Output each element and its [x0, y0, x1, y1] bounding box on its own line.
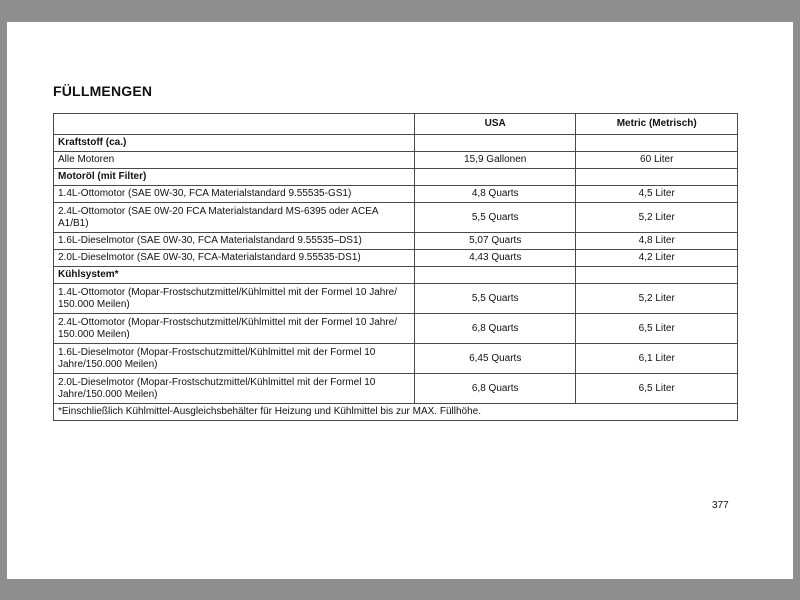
table-header-row — [54, 114, 738, 135]
table-row — [54, 284, 738, 314]
header-metric: Metric (Metrisch) — [576, 114, 738, 135]
row-usa-value: 4,8 Quarts — [414, 186, 575, 203]
table-row — [54, 186, 738, 203]
table-row — [54, 344, 738, 374]
row-metric-value: 6,5 Liter — [576, 314, 738, 344]
header-usa: USA — [414, 114, 575, 135]
row-metric-value: 6,1 Liter — [576, 344, 738, 374]
section-heading-cooling: Kühlsystem* — [54, 267, 415, 284]
row-description: 2.4L-Ottomotor (SAE 0W-20 FCA Materialstandard MS-6395 oder ACEA A1/B1) — [54, 203, 415, 233]
footnote-row — [54, 404, 738, 421]
row-usa-value: 6,8 Quarts — [414, 314, 575, 344]
row-description: 1.6L-Dieselmotor (Mopar-Frostschutzmittel/Kühlmittel mit der Formel 10 Jahre/150.000 Meilen) — [54, 344, 415, 374]
row-usa-value: 5,07 Quarts — [414, 233, 575, 250]
row-metric-value: 5,2 Liter — [576, 203, 738, 233]
document-page — [7, 22, 793, 579]
table-row — [54, 374, 738, 404]
footnote: *Einschließlich Kühlmittel-Ausgleichsbehälter für Heizung und Kühlmittel bis zur MAX. Füllhöhe. — [54, 404, 738, 421]
row-metric-value: 6,5 Liter — [576, 374, 738, 404]
row-usa-value: 15,9 Gallonen — [414, 152, 575, 169]
section-row-cooling — [54, 267, 738, 284]
row-usa-value: 6,8 Quarts — [414, 374, 575, 404]
table-row — [54, 314, 738, 344]
row-description: 1.4L-Ottomotor (Mopar-Frostschutzmittel/Kühlmittel mit der Formel 10 Jahre/ 150.000 Meilen) — [54, 284, 415, 314]
row-metric-value: 4,5 Liter — [576, 186, 738, 203]
page-title: FÜLLMENGEN — [53, 83, 153, 99]
row-description: Alle Motoren — [54, 152, 415, 169]
row-metric-value: 4,2 Liter — [576, 250, 738, 267]
row-description: 2.0L-Dieselmotor (SAE 0W-30, FCA-Materialstandard 9.55535-DS1) — [54, 250, 415, 267]
table-row — [54, 233, 738, 250]
row-description: 2.4L-Ottomotor (Mopar-Frostschutzmittel/Kühlmittel mit der Formel 10 Jahre/ 150.000 Meilen) — [54, 314, 415, 344]
section-row-oil — [54, 169, 738, 186]
section-row-fuel — [54, 135, 738, 152]
row-description: 1.4L-Ottomotor (SAE 0W-30, FCA Materialstandard 9.55535-GS1) — [54, 186, 415, 203]
row-description: 2.0L-Dieselmotor (Mopar-Frostschutzmittel/Kühlmittel mit der Formel 10 Jahre/150.000 Meilen) — [54, 374, 415, 404]
table-row — [54, 203, 738, 233]
section-heading-oil: Motoröl (mit Filter) — [54, 169, 415, 186]
table-row — [54, 250, 738, 267]
row-metric-value: 4,8 Liter — [576, 233, 738, 250]
row-usa-value: 6,45 Quarts — [414, 344, 575, 374]
header-description — [54, 114, 415, 135]
row-usa-value: 5,5 Quarts — [414, 203, 575, 233]
row-usa-value: 4,43 Quarts — [414, 250, 575, 267]
capacities-table — [53, 113, 738, 421]
page-number: 377 — [712, 500, 729, 511]
row-metric-value: 5,2 Liter — [576, 284, 738, 314]
section-heading-fuel: Kraftstoff (ca.) — [54, 135, 415, 152]
row-usa-value: 5,5 Quarts — [414, 284, 575, 314]
row-description: 1.6L-Dieselmotor (SAE 0W-30, FCA Materialstandard 9.55535–DS1) — [54, 233, 415, 250]
row-metric-value: 60 Liter — [576, 152, 738, 169]
table-row — [54, 152, 738, 169]
